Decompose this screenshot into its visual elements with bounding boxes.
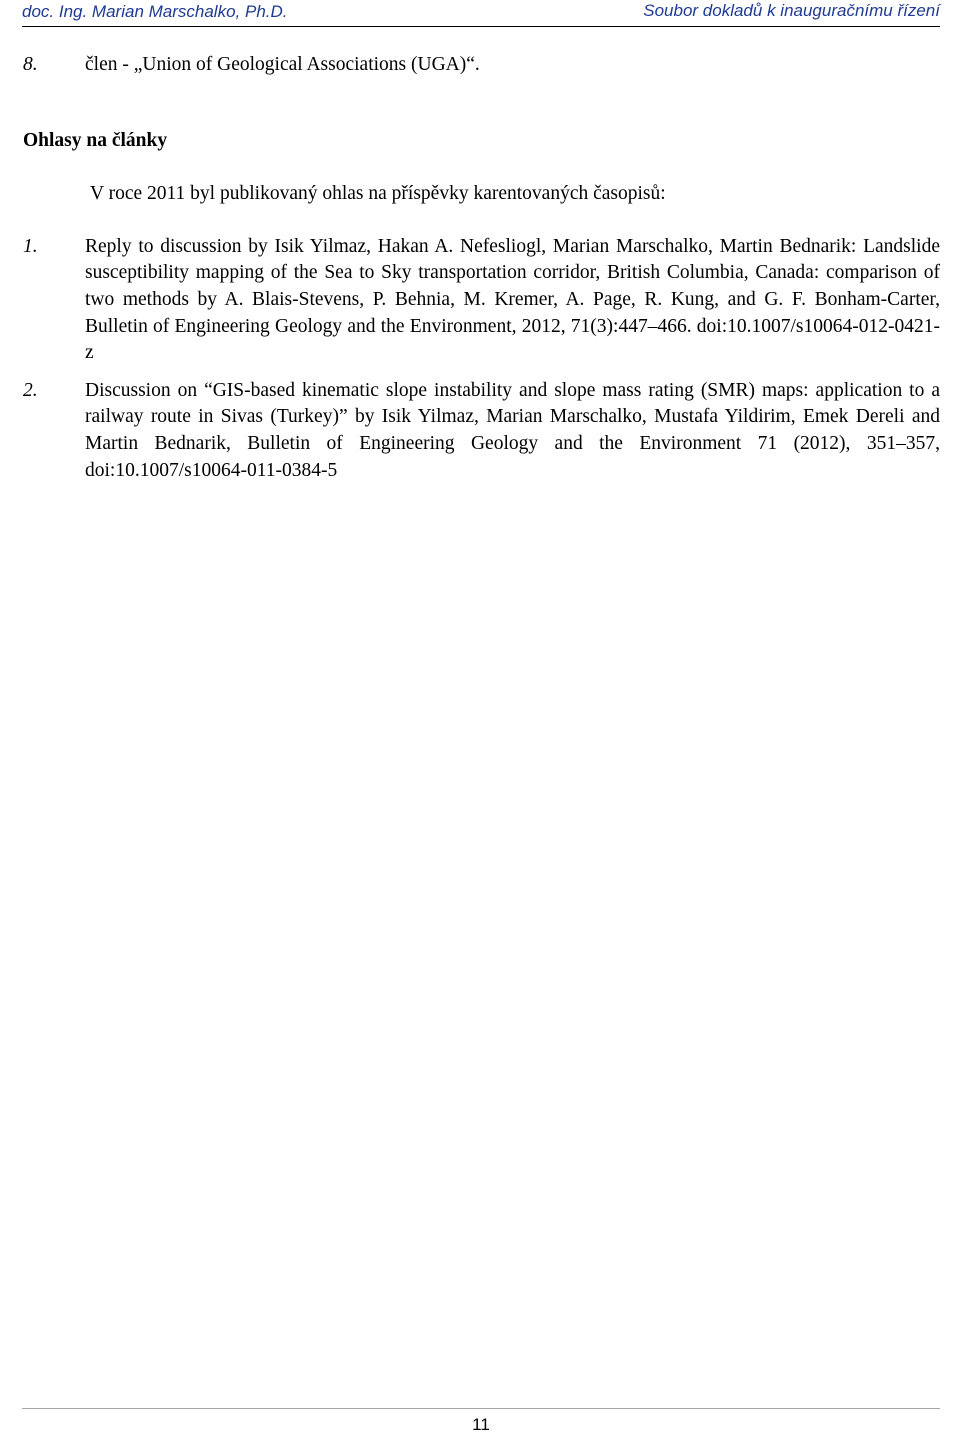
page-header [22, 0, 940, 27]
page-content [23, 52, 940, 484]
reference-text: Reply to discussion by Isik Yilmaz, Hakan A. Nefesliogl, Marian Marschalko, Martin Bednarik: Landslide susceptibility mapping of the Sea to Sky transportation corridor, British Columbia, Canada: comparison of two methods by A. Blais-Stevens, P. Behnia, M. Kremer, A. Page, R. Kung, and G. F. Bonham-Carter, Bulletin of Engineering Geology and the Environment, 2012, 71(3):447–466. doi:10.1007/s10064-012-0421-z [85, 235, 940, 364]
reference-text: Discussion on “GIS-based kinematic slope instability and slope mass rating (SMR) maps: application to a railway route in Sivas (Turkey)” by Isik Yilmaz, Marian Marschalko, Mustafa Yildirim, Emek Dereli and Martin Bednarik, Bulletin of Engineering Geology and the Environment 71 (2012), 351–357, doi:10.1007/s10064-011-0384-5 [85, 379, 940, 481]
page-number: 11 [472, 1415, 490, 1434]
reference-number: 1. [23, 235, 38, 257]
section-intro: V roce 2011 byl publikovaný ohlas na příspěvky karentovaných časopisů: [90, 183, 666, 205]
reference-item [23, 234, 940, 367]
header-author: doc. Ing. Marian Marschalko, Ph.D. [22, 2, 288, 21]
reference-list [23, 234, 940, 484]
reference-number: 2. [23, 379, 38, 401]
reference-item [23, 378, 940, 484]
membership-text: člen - „Union of Geological Associations (UGA)“. [85, 54, 480, 75]
section-title: Ohlasy na články [23, 129, 168, 151]
page-footer [22, 1408, 940, 1435]
header-document-title: Soubor dokladů k inauguračnímu řízení [643, 1, 940, 20]
membership-item [23, 52, 940, 79]
membership-number: 8. [23, 54, 38, 75]
